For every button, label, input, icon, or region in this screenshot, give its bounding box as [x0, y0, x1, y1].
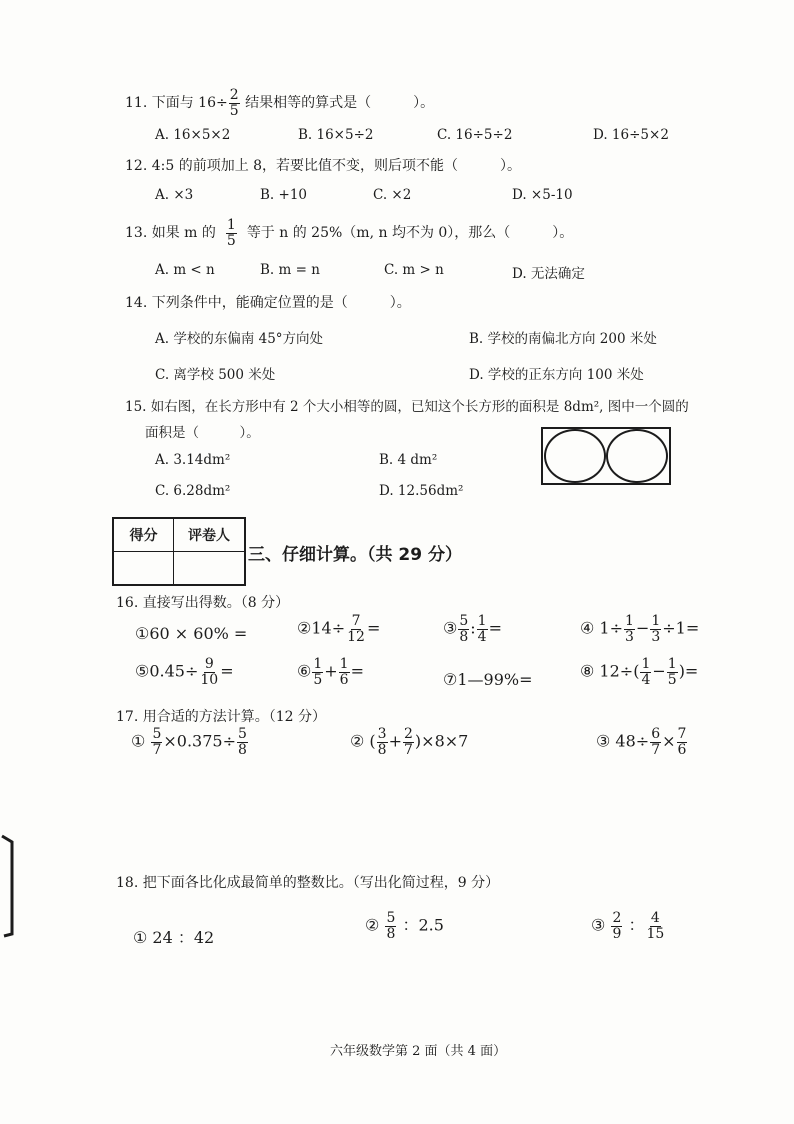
q16-i3-pre: ③ — [443, 618, 458, 638]
q17-e2-num2: 2 — [404, 726, 413, 742]
q18-r3-pre: ③ — [591, 915, 606, 935]
rectangle-two-circles-figure — [541, 427, 671, 485]
question-14: 14. 下列条件中，能确定位置的是（ ）。 — [125, 295, 411, 311]
q18-r3-frac2 — [645, 911, 665, 941]
q16-i6-num2: 1 — [339, 656, 349, 672]
q16-i4-frac2 — [650, 614, 661, 644]
score-cell — [113, 552, 174, 586]
q17-e1-mid: ×0.375÷ — [163, 731, 236, 751]
q17-e2-pre: ② ( — [350, 731, 376, 751]
q16-i8-den1: 4 — [641, 671, 651, 688]
grader-cell — [174, 552, 246, 586]
q16-i4-num1: 1 — [625, 613, 634, 629]
q16-i6-frac2 — [339, 657, 350, 687]
q16-i2-num: 7 — [351, 613, 361, 629]
question-12: 12. 4:5 的前项加上 8，若要比值不变，则后项不能（ ）。 — [125, 158, 522, 174]
q16-item-2 — [297, 614, 380, 644]
q16-i5-post: = — [220, 661, 234, 681]
q16-i4-num2: 1 — [651, 613, 661, 629]
score-table — [112, 517, 246, 586]
q13-suffix: 等于 n 的 25%（m, n 均不为 0），那么（ ）。 — [246, 225, 574, 242]
q17-e2-frac2 — [403, 727, 414, 757]
q18-r2-frac — [385, 911, 396, 941]
q11-option-d: D. 16÷5×2 — [593, 127, 669, 143]
q13-frac-den: 5 — [226, 232, 236, 249]
q13-option-d: D. 无法确定 — [512, 266, 585, 282]
q17-e2-num1: 3 — [377, 726, 387, 742]
q16-i4-pre: ④ 1÷ — [580, 618, 624, 638]
q16-i5-num: 9 — [204, 656, 214, 672]
q12-option-a: A. ×3 — [155, 187, 194, 203]
q16-i2-den: 12 — [347, 628, 365, 645]
q12-option-d: D. ×5-10 — [512, 187, 573, 203]
q18-ratio-1: ① 24 ：42 — [133, 928, 215, 947]
q16-i8-post: )= — [678, 661, 699, 681]
circle-left — [544, 429, 606, 483]
q17-e3-times: × — [662, 731, 676, 751]
score-header: 得分 — [113, 518, 174, 552]
q17-e3-den2: 6 — [677, 741, 687, 758]
q16-i8-frac2 — [667, 657, 678, 687]
q17-e1-den1: 7 — [152, 741, 162, 758]
q14-option-b: B. 学校的南偏北方向 200 米处 — [469, 331, 657, 347]
question-13 — [125, 218, 573, 248]
q13-option-c: C. m > n — [384, 262, 444, 278]
question-18-title: 18. 把下面各比化成最简单的整数比。（写出化简过程，9 分） — [116, 875, 500, 891]
q17-expression-3 — [596, 727, 688, 757]
question-15-line1: 15. 如右图，在长方形中有 2 个大小相等的圆，已知这个长方形的面积是 8dm², 图中一个圆的 — [125, 399, 689, 415]
binding-bracket-mark — [0, 832, 16, 940]
q18-r2-den: 8 — [386, 925, 396, 942]
q11-fraction — [229, 88, 240, 118]
q16-i8-num1: 1 — [641, 656, 651, 672]
q17-e1-num1: 5 — [152, 726, 162, 742]
q17-e1-num2: 5 — [237, 726, 247, 742]
q18-r2-post: ：2.5 — [402, 915, 444, 935]
q11-option-a: A. 16×5×2 — [155, 127, 231, 143]
q16-i2-pre: ②14÷ — [297, 618, 346, 638]
q16-item-6 — [297, 657, 364, 687]
q18-r3-colon: ： — [628, 915, 645, 935]
q16-i3-num1: 5 — [459, 613, 469, 629]
q18-ratio-3 — [591, 911, 666, 941]
q12-option-b: B. +10 — [260, 187, 307, 203]
q17-e1-den2: 8 — [237, 741, 247, 758]
q18-r3-frac1 — [611, 911, 622, 941]
q17-e1-frac2 — [237, 727, 248, 757]
q16-i6-den1: 5 — [313, 671, 323, 688]
q15-option-b: B. 4 dm² — [379, 452, 438, 468]
q11-frac-den: 5 — [229, 102, 239, 119]
q17-e3-pre: ③ 48÷ — [596, 731, 650, 751]
q13-option-b: B. m = n — [260, 262, 320, 278]
q14-option-a: A. 学校的东偏南 45°方向处 — [155, 331, 324, 347]
q16-i8-frac1 — [640, 657, 651, 687]
q14-option-c: C. 离学校 500 米处 — [155, 367, 276, 383]
q16-i6-den2: 6 — [339, 671, 349, 688]
q16-i6-pre: ⑥ — [297, 661, 312, 681]
q17-expression-2 — [350, 727, 468, 757]
q16-item-7: ⑦1—99%= — [443, 670, 533, 689]
question-17-title: 17. 用合适的方法计算。（12 分） — [116, 709, 326, 725]
q16-i4-frac1 — [624, 614, 635, 644]
q16-i4-den2: 3 — [651, 628, 661, 645]
q17-e3-num1: 6 — [651, 726, 661, 742]
q17-e3-num2: 7 — [677, 726, 687, 742]
q16-item-3 — [443, 614, 502, 644]
q16-i3-frac1 — [458, 614, 469, 644]
q16-i3-den2: 4 — [477, 628, 487, 645]
q16-i6-frac1 — [312, 657, 323, 687]
q11-frac-num: 2 — [229, 87, 239, 103]
q17-e2-frac1 — [377, 727, 388, 757]
q16-item-1: ①60 × 60% = — [135, 624, 248, 643]
q16-item-4 — [580, 614, 699, 644]
q17-e2-den1: 8 — [377, 741, 387, 758]
q18-ratio-2 — [365, 911, 444, 941]
q11-suffix: 结果相等的算式是（ ）。 — [240, 95, 435, 112]
q12-option-c: C. ×2 — [373, 187, 412, 203]
q16-i5-pre: ⑤0.45÷ — [135, 661, 199, 681]
q16-i4-minus: − — [635, 618, 650, 638]
section-3-title: 三、仔细计算。（共 29 分） — [248, 545, 462, 565]
circle-right — [606, 429, 668, 483]
q17-expression-1 — [131, 727, 249, 757]
q18-r3-num2: 4 — [650, 910, 660, 926]
q14-option-d: D. 学校的正东方向 100 米处 — [469, 367, 644, 383]
q13-option-a: A. m < n — [155, 262, 215, 278]
q16-item-5 — [135, 657, 234, 687]
q16-i3-post: = — [488, 618, 502, 638]
q15-option-c: C. 6.28dm² — [155, 483, 231, 499]
q16-i3-frac2 — [477, 614, 488, 644]
q16-i8-num2: 1 — [667, 656, 677, 672]
q16-i2-frac — [346, 614, 366, 644]
question-16-title: 16. 直接写出得数。（8 分） — [116, 595, 290, 611]
q16-i8-pre: ⑧ 12÷( — [580, 661, 640, 681]
q18-r3-den1: 9 — [612, 925, 622, 942]
q17-e3-frac2 — [677, 727, 688, 757]
q16-i2-post: = — [366, 618, 381, 638]
q18-r3-den2: 15 — [646, 925, 665, 942]
q17-e3-den1: 7 — [651, 741, 661, 758]
q16-i3-colon: : — [470, 618, 476, 638]
q16-i6-plus: + — [324, 661, 338, 681]
q18-r2-pre: ② — [365, 915, 380, 935]
q13-prefix: 13. 如果 m 的 — [125, 225, 216, 242]
q16-i8-den2: 5 — [667, 671, 677, 688]
q17-e2-post: )×8×7 — [414, 731, 469, 751]
question-15-line2: 面积是（ ）。 — [145, 425, 260, 441]
q16-item-8 — [580, 657, 698, 687]
q17-e1-frac1 — [151, 727, 162, 757]
q17-e2-den2: 7 — [404, 741, 413, 758]
q16-i8-minus: − — [652, 661, 666, 681]
q17-e1-pre: ① — [131, 731, 146, 751]
q16-i6-post: = — [350, 661, 364, 681]
q16-i3-den1: 8 — [459, 628, 469, 645]
q16-i3-num2: 1 — [477, 613, 487, 629]
q17-e2-plus: + — [388, 731, 402, 751]
grader-header: 评卷人 — [174, 518, 246, 552]
page-footer: 六年级数学第 2 面（共 4 面） — [330, 1044, 507, 1059]
q13-frac-num: 1 — [226, 217, 236, 233]
q11-prefix: 11. 下面与 16÷ — [125, 95, 228, 112]
q15-option-a: A. 3.14dm² — [155, 452, 231, 468]
q16-i4-post: ÷1= — [662, 618, 700, 638]
q18-r2-num: 5 — [386, 910, 396, 926]
q16-i5-den: 10 — [200, 671, 219, 688]
q16-i6-num1: 1 — [313, 656, 323, 672]
q17-e3-frac1 — [650, 727, 661, 757]
q13-fraction — [226, 218, 237, 248]
q11-option-c: C. 16÷5÷2 — [437, 127, 513, 143]
q16-i5-frac — [199, 657, 219, 687]
q16-i4-den1: 3 — [625, 628, 634, 645]
q11-option-b: B. 16×5÷2 — [298, 127, 374, 143]
question-11 — [125, 88, 434, 118]
q18-r3-num1: 2 — [612, 910, 622, 926]
q15-option-d: D. 12.56dm² — [379, 483, 464, 499]
